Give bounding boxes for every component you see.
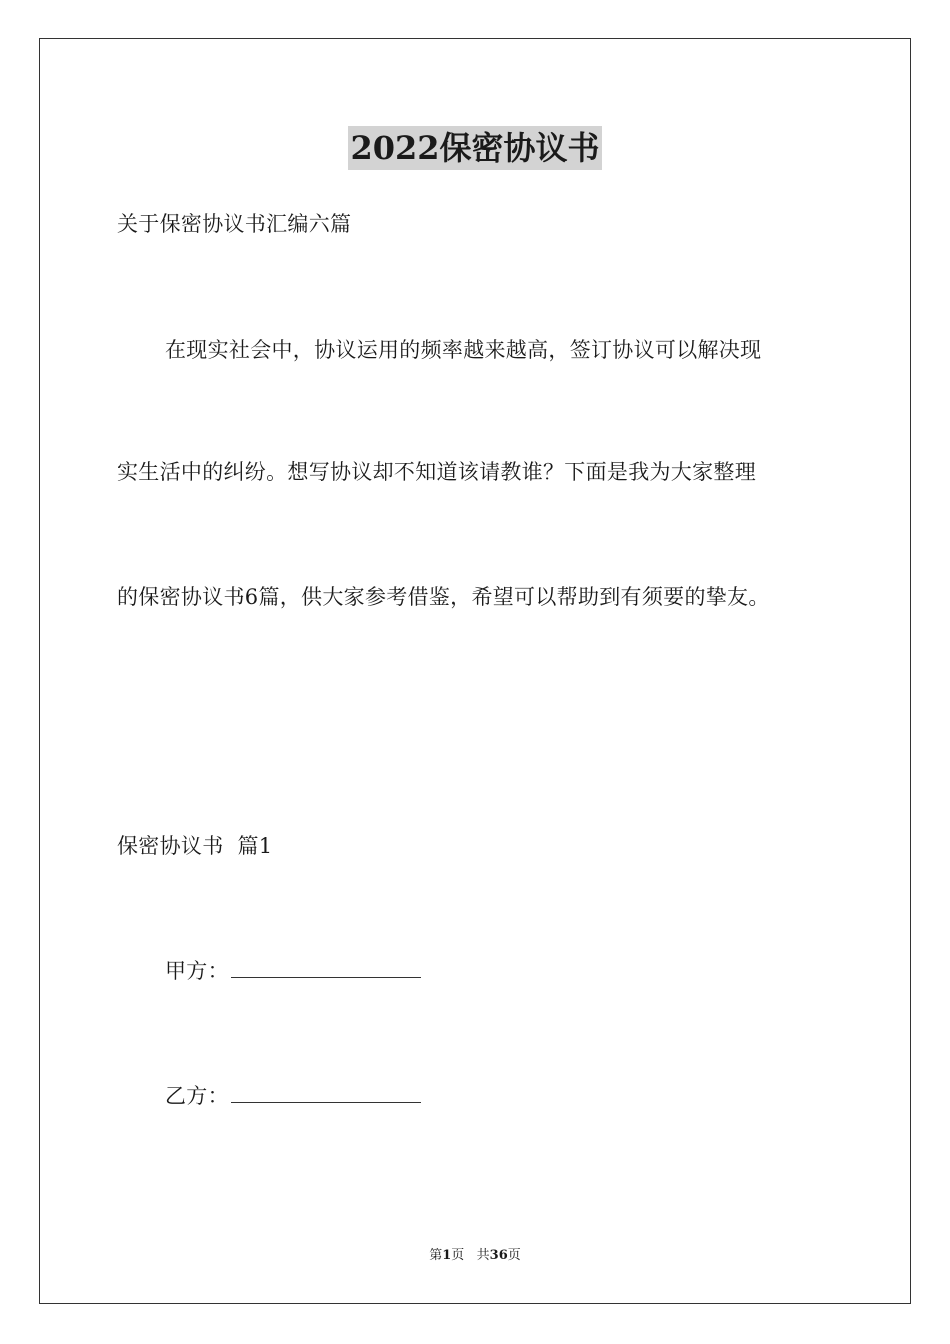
document-title: 2022保密协议书 [348, 126, 601, 170]
party-a-label: 甲方： [165, 959, 229, 983]
party-b-row [165, 1081, 421, 1111]
current-page-number: 1 [442, 1248, 452, 1263]
footer-suffix: 页 [507, 1248, 521, 1263]
total-pages-number: 36 [489, 1248, 508, 1263]
party-a-row [165, 956, 421, 986]
paragraph-line-2: 实生活中的纠纷。想写协议却不知道该请教谁？下面是我为大家整理 [117, 460, 756, 484]
page-footer [0, 1246, 950, 1266]
footer-prefix: 第 [429, 1248, 443, 1263]
party-b-blank-line [231, 1082, 421, 1103]
party-b-label: 乙方： [165, 1084, 229, 1108]
document-subtitle: 关于保密协议书汇编六篇 [117, 212, 352, 236]
title-container [0, 126, 950, 170]
paragraph-line-3: 的保密协议书6篇，供大家参考借鉴，希望可以帮助到有须要的挚友。 [117, 585, 770, 609]
paragraph-line-1: 在现实社会中，协议运用的频率越来越高，签订协议可以解决现 [165, 338, 762, 362]
party-a-blank-line [231, 957, 421, 978]
footer-middle: 页 共 [451, 1248, 490, 1263]
section-heading: 保密协议书 篇1 [117, 834, 273, 858]
